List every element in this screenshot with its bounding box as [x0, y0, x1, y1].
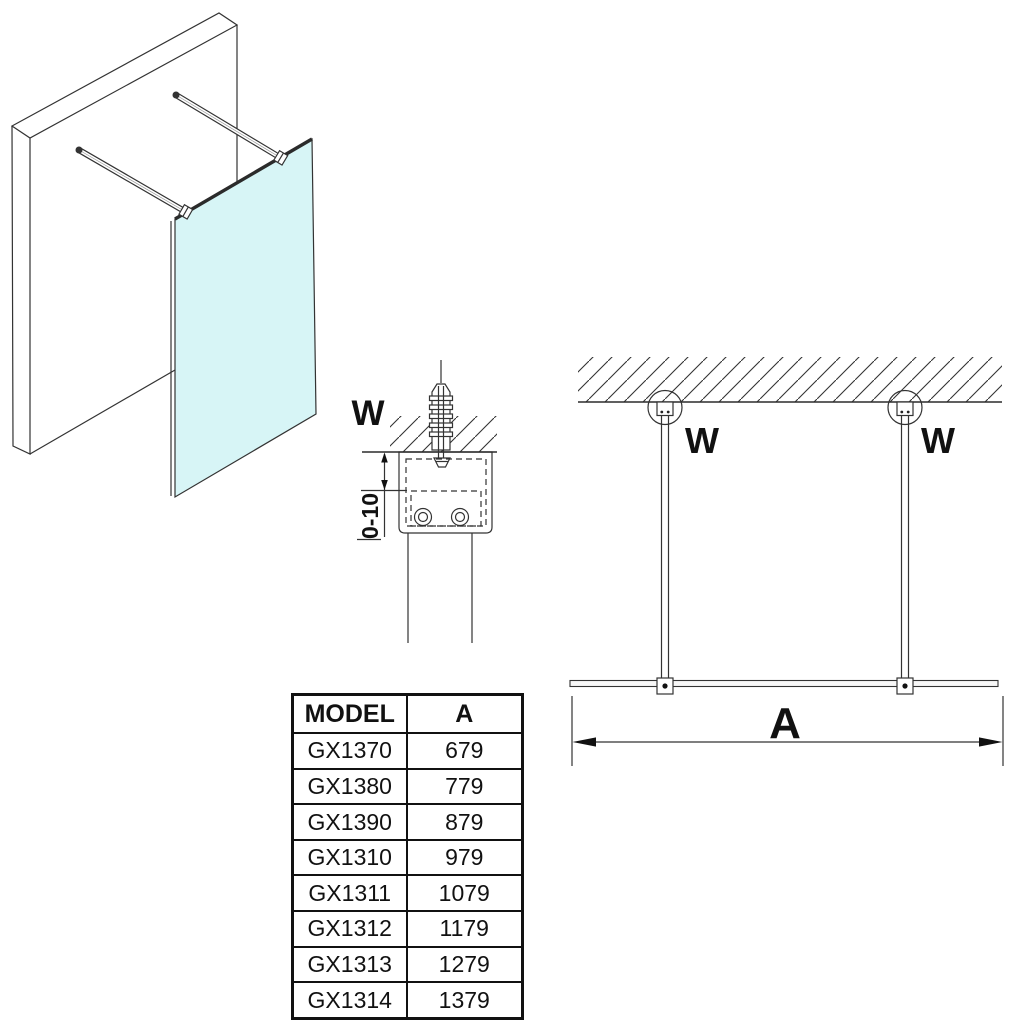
- a-cell: 779: [407, 769, 523, 805]
- table-row: [293, 733, 523, 769]
- mount-detail-view: [351, 360, 497, 643]
- model-cell: GX1311: [293, 875, 407, 911]
- glass-clamp-right: [897, 678, 913, 694]
- table-row: [293, 982, 523, 1018]
- width-dimension: [572, 696, 1003, 766]
- isometric-view: [12, 13, 316, 497]
- support-bar-lower: [76, 147, 193, 220]
- a-cell: 979: [407, 840, 523, 876]
- wall-bracket-right: [897, 402, 913, 416]
- width-dimension-label: A: [769, 699, 801, 748]
- a-cell: 879: [407, 804, 523, 840]
- a-cell: 1079: [407, 875, 523, 911]
- front-w-label-right: W: [921, 420, 955, 461]
- offset-range-label: 0-10: [357, 492, 383, 540]
- model-cell: GX1380: [293, 769, 407, 805]
- table-row: [293, 911, 523, 947]
- table-row: [293, 875, 523, 911]
- wall-hatching-front: [578, 357, 1002, 402]
- support-bar-right: [902, 403, 909, 680]
- size-table: [291, 693, 524, 1020]
- model-cell: GX1390: [293, 804, 407, 840]
- model-cell: GX1312: [293, 911, 407, 947]
- a-cell: 1379: [407, 982, 523, 1018]
- detail-w-label: W: [351, 394, 385, 433]
- a-cell: 1179: [407, 911, 523, 947]
- a-cell: 679: [407, 733, 523, 769]
- wall-bracket-left: [657, 402, 673, 416]
- header-a: A: [407, 695, 523, 734]
- table-row: [293, 769, 523, 805]
- support-bar-left: [662, 403, 669, 680]
- glass-clamp-left: [657, 678, 673, 694]
- glass-panel: [171, 139, 316, 497]
- a-cell: 1279: [407, 947, 523, 983]
- model-cell: GX1313: [293, 947, 407, 983]
- model-cell: GX1370: [293, 733, 407, 769]
- front-view: [570, 357, 1003, 766]
- front-w-label-left: W: [685, 420, 719, 461]
- table-header-row: [293, 695, 523, 734]
- model-cell: GX1314: [293, 982, 407, 1018]
- support-bar-upper: [173, 92, 288, 166]
- table-row: [293, 947, 523, 983]
- table-row: [293, 840, 523, 876]
- glass-edge-band: [570, 681, 998, 687]
- model-cell: GX1310: [293, 840, 407, 876]
- header-model: MODEL: [293, 695, 407, 734]
- bar-outline: [408, 533, 472, 643]
- wall-flange-upper: [173, 92, 180, 99]
- table-row: [293, 804, 523, 840]
- wall-flange-lower: [76, 147, 83, 154]
